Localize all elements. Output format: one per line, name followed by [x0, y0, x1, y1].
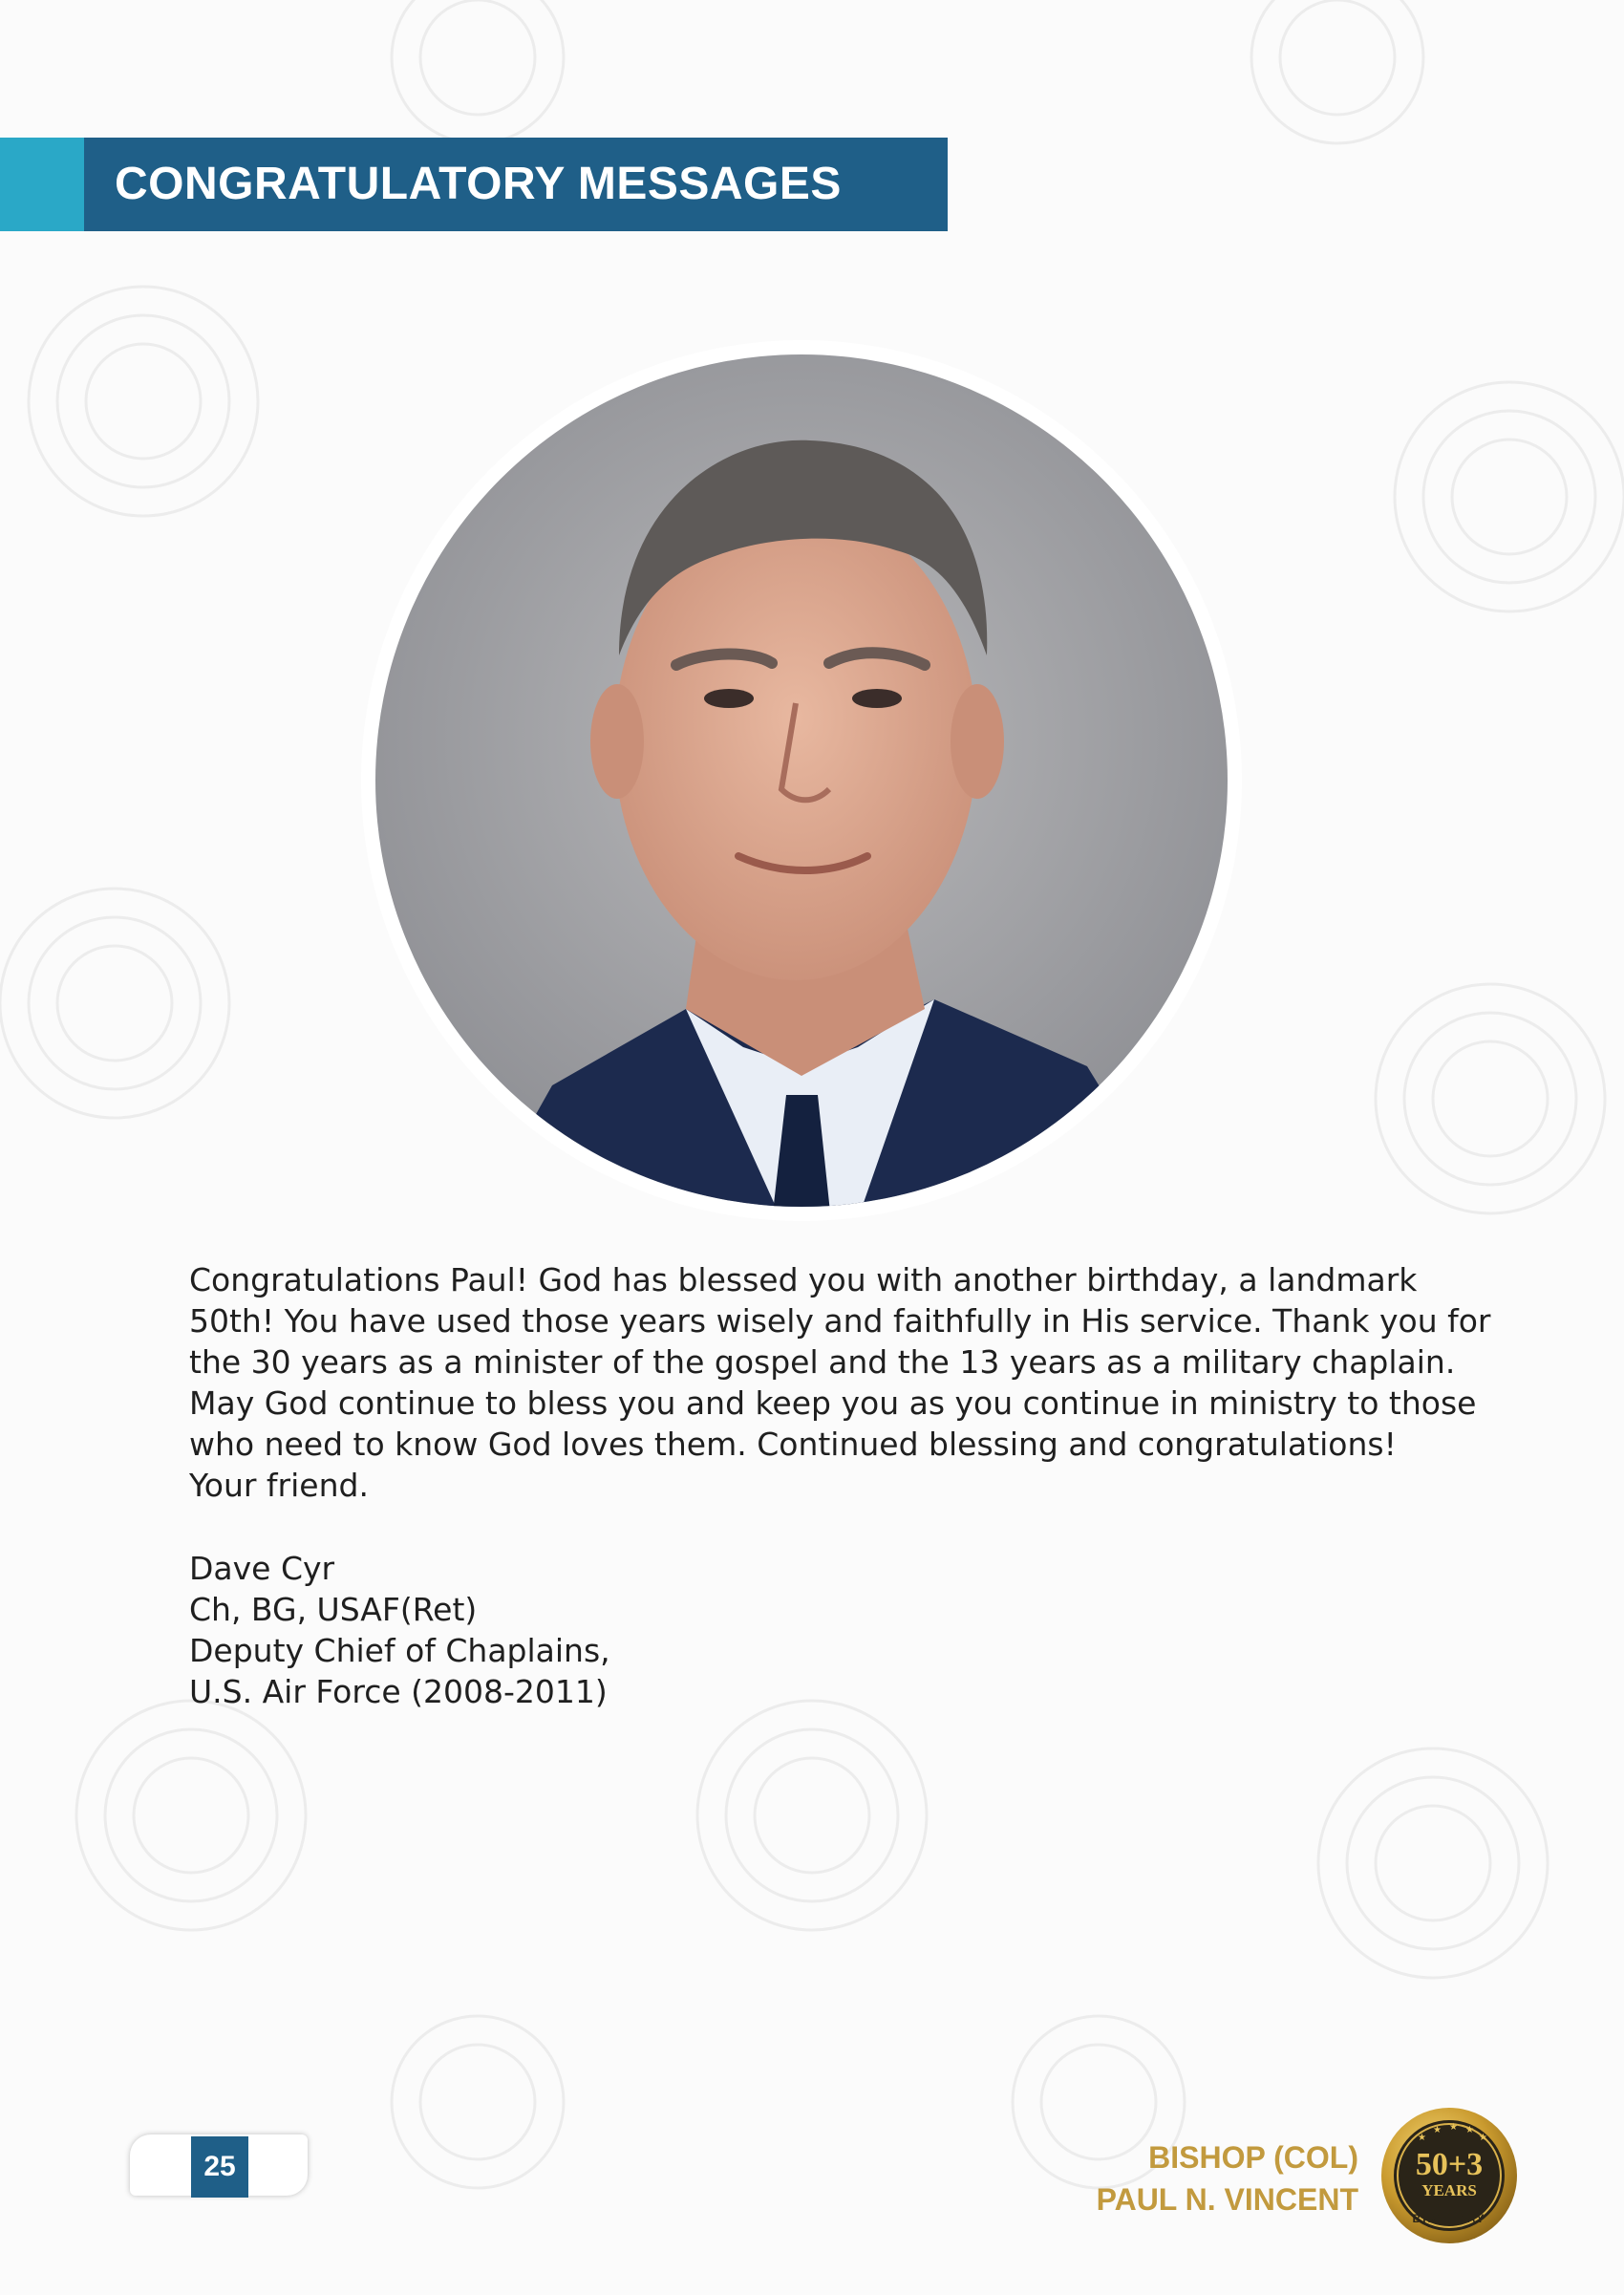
signer-organization: U.S. Air Force (2008-2011)	[189, 1673, 608, 1710]
birthday-badge-icon	[1379, 2106, 1519, 2245]
svg-text:BIRTHDAY: BIRTHDAY	[1412, 2212, 1486, 2225]
svg-text:★: ★	[1449, 2122, 1458, 2133]
message-line: May God continue to bless you and keep you as you continue in ministry to those	[189, 1384, 1477, 1422]
page-title: CONGRATULATORY MESSAGES	[115, 159, 842, 209]
honoree-name	[1097, 2136, 1358, 2220]
honoree-title: BISHOP (COL)	[1148, 2140, 1358, 2175]
honoree-full-name: PAUL N. VINCENT	[1096, 2182, 1358, 2217]
signer-position: Deputy Chief of Chaplains,	[189, 1632, 610, 1669]
signer-name: Dave Cyr	[189, 1550, 335, 1587]
svg-text:★: ★	[1418, 2133, 1426, 2143]
message-line: the 30 years as a minister of the gospel and the 13 years as a military chaplain.	[189, 1343, 1456, 1381]
signer-rank: Ch, BG, USAF(Ret)	[189, 1591, 478, 1628]
message-line: Your friend.	[189, 1467, 369, 1504]
banner-accent-stripe	[0, 138, 84, 231]
portrait-photo	[361, 340, 1242, 1221]
svg-text:YEARS: YEARS	[1421, 2181, 1477, 2199]
signature-block	[189, 1548, 1049, 1712]
congratulatory-message	[189, 1259, 1527, 1506]
svg-text:50+3: 50+3	[1415, 2147, 1484, 2182]
message-line: 50th! You have used those years wisely and faithfully in His service. Thank you for	[189, 1302, 1491, 1340]
svg-text:★: ★	[1433, 2125, 1442, 2135]
message-line: Congratulations Paul! God has blessed you with another birthday, a landmark	[189, 1261, 1418, 1298]
message-line: who need to know God loves them. Continued blessing and congratulations!	[189, 1426, 1397, 1463]
svg-text:★: ★	[1465, 2125, 1474, 2135]
section-banner	[0, 138, 948, 231]
page-number: 25	[191, 2136, 248, 2198]
svg-text:★: ★	[1479, 2133, 1487, 2143]
